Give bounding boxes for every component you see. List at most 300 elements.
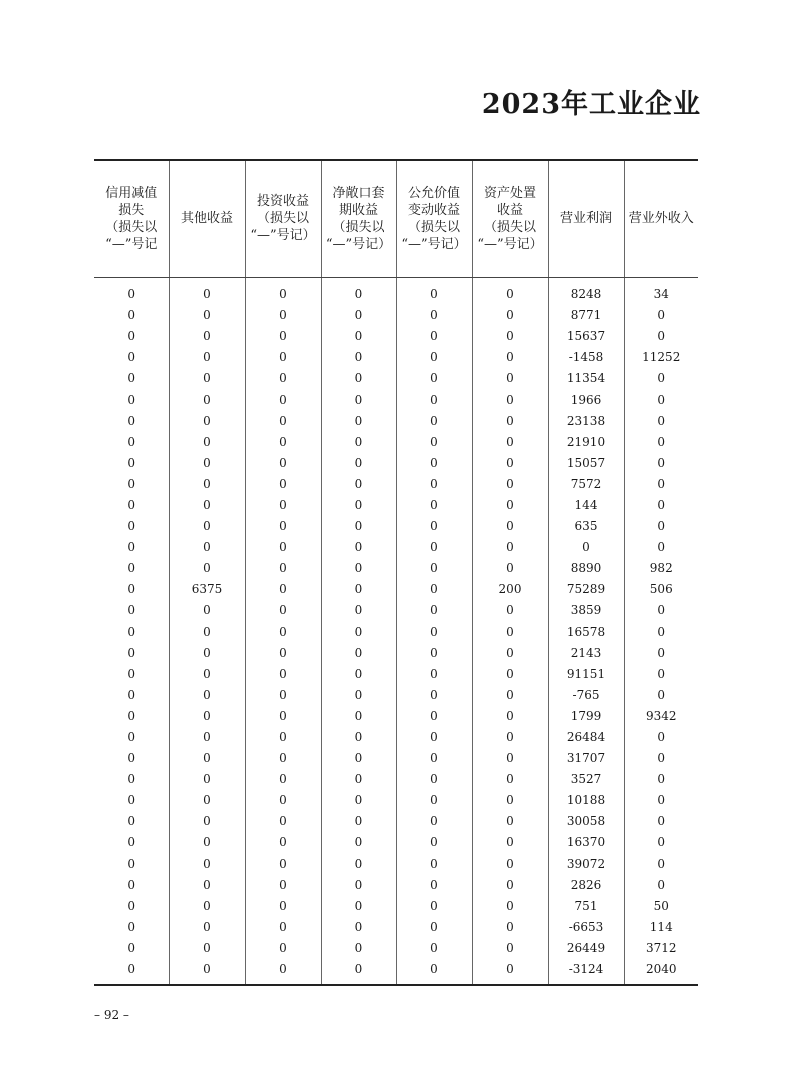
cell-credit-impairment-loss: 0 bbox=[127, 519, 136, 534]
cell-operating-profit: 21910 bbox=[548, 431, 624, 452]
table-row bbox=[94, 305, 698, 326]
cell-operating-profit: 39072 bbox=[548, 853, 624, 874]
cell-non-operating-income: 0 bbox=[624, 642, 698, 663]
cell-other-income: 0 bbox=[169, 431, 245, 452]
column-header-fair-value-change-income: 公允价值 变动收益 （损失以 “—”号记） bbox=[396, 160, 472, 277]
table-row bbox=[94, 389, 698, 410]
cell-other-income: 0 bbox=[169, 621, 245, 642]
cell-investment-income: 0 bbox=[245, 811, 321, 832]
cell-non-operating-income: 0 bbox=[624, 832, 698, 853]
cell-operating-profit: -6653 bbox=[548, 916, 624, 937]
table-row bbox=[94, 452, 698, 473]
cell-operating-profit: 144 bbox=[548, 494, 624, 515]
cell-other-income: 0 bbox=[169, 305, 245, 326]
column-header-credit-impairment-loss: 信用减值 损失 （损失以 “—”号记 bbox=[94, 160, 169, 277]
cell-non-operating-income: 0 bbox=[624, 473, 698, 494]
page-number: – 92 – bbox=[94, 1008, 129, 1022]
cell-investment-income: 0 bbox=[245, 853, 321, 874]
cell-non-operating-income: 0 bbox=[624, 410, 698, 431]
cell-net-exposure-hedging-income: 0 bbox=[321, 726, 396, 747]
cell-investment-income: 0 bbox=[245, 410, 321, 431]
cell-asset-disposal-income: 0 bbox=[472, 494, 548, 515]
cell-non-operating-income: 0 bbox=[624, 684, 698, 705]
cell-non-operating-income: 0 bbox=[624, 494, 698, 515]
cell-other-income: 0 bbox=[169, 516, 245, 537]
cell-non-operating-income: 34 bbox=[624, 277, 698, 305]
cell-operating-profit: 3859 bbox=[548, 600, 624, 621]
cell-operating-profit: 7572 bbox=[548, 473, 624, 494]
cell-operating-profit: 15637 bbox=[548, 326, 624, 347]
cell-fair-value-change-income: 0 bbox=[396, 368, 472, 389]
cell-non-operating-income: 11252 bbox=[624, 347, 698, 368]
table-row bbox=[94, 277, 698, 305]
cell-other-income: 0 bbox=[169, 277, 245, 305]
table-row bbox=[94, 494, 698, 515]
table-row bbox=[94, 326, 698, 347]
column-header-investment-income: 投资收益 （损失以 “—”号记） bbox=[245, 160, 321, 277]
table-row bbox=[94, 431, 698, 452]
cell-investment-income: 0 bbox=[245, 389, 321, 410]
cell-non-operating-income: 0 bbox=[624, 726, 698, 747]
cell-credit-impairment-loss: 0 bbox=[127, 582, 136, 597]
cell-asset-disposal-income: 0 bbox=[472, 452, 548, 473]
cell-net-exposure-hedging-income: 0 bbox=[321, 832, 396, 853]
cell-investment-income: 0 bbox=[245, 473, 321, 494]
cell-net-exposure-hedging-income: 0 bbox=[321, 410, 396, 431]
cell-other-income: 0 bbox=[169, 705, 245, 726]
table-row bbox=[94, 895, 698, 916]
cell-other-income: 0 bbox=[169, 347, 245, 368]
cell-asset-disposal-income: 0 bbox=[472, 277, 548, 305]
cell-credit-impairment-loss: 0 bbox=[127, 751, 136, 766]
cell-other-income: 0 bbox=[169, 769, 245, 790]
cell-other-income: 0 bbox=[169, 494, 245, 515]
cell-fair-value-change-income: 0 bbox=[396, 347, 472, 368]
cell-non-operating-income: 0 bbox=[624, 853, 698, 874]
cell-operating-profit: 0 bbox=[548, 537, 624, 558]
cell-investment-income: 0 bbox=[245, 769, 321, 790]
cell-operating-profit: 91151 bbox=[548, 663, 624, 684]
cell-operating-profit: 23138 bbox=[548, 410, 624, 431]
table-row bbox=[94, 937, 698, 958]
cell-fair-value-change-income: 0 bbox=[396, 811, 472, 832]
cell-non-operating-income: 982 bbox=[624, 558, 698, 579]
cell-net-exposure-hedging-income: 0 bbox=[321, 705, 396, 726]
cell-asset-disposal-income: 0 bbox=[472, 874, 548, 895]
cell-operating-profit: 2826 bbox=[548, 874, 624, 895]
cell-investment-income: 0 bbox=[245, 874, 321, 895]
table-row bbox=[94, 748, 698, 769]
data-table bbox=[94, 159, 698, 986]
cell-asset-disposal-income: 0 bbox=[472, 726, 548, 747]
cell-asset-disposal-income: 0 bbox=[472, 663, 548, 684]
cell-investment-income: 0 bbox=[245, 516, 321, 537]
cell-net-exposure-hedging-income: 0 bbox=[321, 748, 396, 769]
cell-asset-disposal-income: 0 bbox=[472, 684, 548, 705]
cell-other-income: 0 bbox=[169, 473, 245, 494]
cell-asset-disposal-income: 0 bbox=[472, 558, 548, 579]
cell-net-exposure-hedging-income: 0 bbox=[321, 452, 396, 473]
cell-other-income: 0 bbox=[169, 368, 245, 389]
table-row bbox=[94, 579, 698, 600]
cell-credit-impairment-loss: 0 bbox=[127, 793, 136, 808]
cell-non-operating-income: 0 bbox=[624, 790, 698, 811]
cell-net-exposure-hedging-income: 0 bbox=[321, 790, 396, 811]
cell-fair-value-change-income: 0 bbox=[396, 705, 472, 726]
cell-fair-value-change-income: 0 bbox=[396, 579, 472, 600]
cell-investment-income: 0 bbox=[245, 326, 321, 347]
cell-asset-disposal-income: 0 bbox=[472, 368, 548, 389]
cell-net-exposure-hedging-income: 0 bbox=[321, 769, 396, 790]
cell-investment-income: 0 bbox=[245, 305, 321, 326]
cell-investment-income: 0 bbox=[245, 494, 321, 515]
cell-other-income: 0 bbox=[169, 389, 245, 410]
cell-operating-profit: 8890 bbox=[548, 558, 624, 579]
cell-fair-value-change-income: 0 bbox=[396, 452, 472, 473]
cell-non-operating-income: 0 bbox=[624, 748, 698, 769]
cell-other-income: 0 bbox=[169, 600, 245, 621]
cell-investment-income: 0 bbox=[245, 663, 321, 684]
cell-non-operating-income: 0 bbox=[624, 326, 698, 347]
cell-investment-income: 0 bbox=[245, 621, 321, 642]
cell-operating-profit: 1966 bbox=[548, 389, 624, 410]
cell-other-income: 0 bbox=[169, 853, 245, 874]
table-row bbox=[94, 558, 698, 579]
column-header-asset-disposal-income: 资产处置 收益 （损失以 “—”号记） bbox=[472, 160, 548, 277]
cell-non-operating-income: 50 bbox=[624, 895, 698, 916]
cell-fair-value-change-income: 0 bbox=[396, 326, 472, 347]
cell-asset-disposal-income: 200 bbox=[472, 579, 548, 600]
cell-non-operating-income: 2040 bbox=[624, 959, 698, 985]
cell-other-income: 0 bbox=[169, 832, 245, 853]
cell-asset-disposal-income: 0 bbox=[472, 326, 548, 347]
cell-non-operating-income: 0 bbox=[624, 368, 698, 389]
cell-net-exposure-hedging-income: 0 bbox=[321, 600, 396, 621]
cell-credit-impairment-loss: 0 bbox=[127, 371, 136, 386]
cell-credit-impairment-loss: 0 bbox=[94, 959, 169, 985]
cell-net-exposure-hedging-income: 0 bbox=[321, 874, 396, 895]
cell-credit-impairment-loss: 0 bbox=[127, 540, 136, 555]
cell-other-income: 0 bbox=[169, 537, 245, 558]
cell-net-exposure-hedging-income: 0 bbox=[321, 347, 396, 368]
cell-fair-value-change-income: 0 bbox=[396, 769, 472, 790]
cell-non-operating-income: 9342 bbox=[624, 705, 698, 726]
cell-asset-disposal-income: 0 bbox=[472, 959, 548, 985]
cell-operating-profit: -3124 bbox=[548, 959, 624, 985]
cell-investment-income: 0 bbox=[245, 347, 321, 368]
cell-net-exposure-hedging-income: 0 bbox=[321, 368, 396, 389]
cell-investment-income: 0 bbox=[245, 579, 321, 600]
cell-fair-value-change-income: 0 bbox=[396, 853, 472, 874]
cell-operating-profit: 16578 bbox=[548, 621, 624, 642]
cell-other-income: 0 bbox=[169, 326, 245, 347]
cell-credit-impairment-loss: 0 bbox=[127, 287, 136, 302]
cell-other-income: 0 bbox=[169, 959, 245, 985]
cell-non-operating-income: 0 bbox=[624, 537, 698, 558]
cell-fair-value-change-income: 0 bbox=[396, 937, 472, 958]
cell-fair-value-change-income: 0 bbox=[396, 684, 472, 705]
cell-investment-income: 0 bbox=[245, 790, 321, 811]
cell-other-income: 0 bbox=[169, 452, 245, 473]
cell-asset-disposal-income: 0 bbox=[472, 705, 548, 726]
cell-credit-impairment-loss: 0 bbox=[127, 455, 136, 470]
cell-other-income: 0 bbox=[169, 937, 245, 958]
cell-operating-profit: 2143 bbox=[548, 642, 624, 663]
table-row bbox=[94, 537, 698, 558]
cell-credit-impairment-loss: 0 bbox=[127, 413, 136, 428]
cell-credit-impairment-loss: 0 bbox=[127, 329, 136, 344]
cell-net-exposure-hedging-income: 0 bbox=[321, 473, 396, 494]
cell-other-income: 0 bbox=[169, 874, 245, 895]
table-row bbox=[94, 347, 698, 368]
cell-fair-value-change-income: 0 bbox=[396, 431, 472, 452]
cell-operating-profit: 75289 bbox=[548, 579, 624, 600]
cell-credit-impairment-loss: 0 bbox=[127, 856, 136, 871]
cell-credit-impairment-loss: 0 bbox=[127, 392, 136, 407]
cell-net-exposure-hedging-income: 0 bbox=[321, 937, 396, 958]
page-title: 2023年工业企业 bbox=[481, 89, 701, 120]
cell-non-operating-income: 3712 bbox=[624, 937, 698, 958]
cell-non-operating-income: 0 bbox=[624, 621, 698, 642]
cell-net-exposure-hedging-income: 0 bbox=[321, 431, 396, 452]
cell-other-income: 0 bbox=[169, 895, 245, 916]
cell-asset-disposal-income: 0 bbox=[472, 748, 548, 769]
cell-other-income: 0 bbox=[169, 410, 245, 431]
cell-operating-profit: 8248 bbox=[548, 277, 624, 305]
cell-other-income: 0 bbox=[169, 811, 245, 832]
cell-other-income: 0 bbox=[169, 726, 245, 747]
cell-fair-value-change-income: 0 bbox=[396, 305, 472, 326]
cell-credit-impairment-loss: 0 bbox=[127, 434, 136, 449]
cell-investment-income: 0 bbox=[245, 726, 321, 747]
cell-investment-income: 0 bbox=[245, 642, 321, 663]
cell-investment-income: 0 bbox=[245, 368, 321, 389]
cell-other-income: 0 bbox=[169, 684, 245, 705]
cell-fair-value-change-income: 0 bbox=[396, 516, 472, 537]
cell-asset-disposal-income: 0 bbox=[472, 895, 548, 916]
table-row bbox=[94, 769, 698, 790]
cell-net-exposure-hedging-income: 0 bbox=[321, 621, 396, 642]
table-row bbox=[94, 473, 698, 494]
cell-fair-value-change-income: 0 bbox=[396, 959, 472, 985]
cell-investment-income: 0 bbox=[245, 558, 321, 579]
table-row bbox=[94, 916, 698, 937]
cell-asset-disposal-income: 0 bbox=[472, 389, 548, 410]
cell-investment-income: 0 bbox=[245, 452, 321, 473]
cell-non-operating-income: 0 bbox=[624, 874, 698, 895]
cell-credit-impairment-loss: 0 bbox=[127, 772, 136, 787]
cell-investment-income: 0 bbox=[245, 684, 321, 705]
cell-operating-profit: -765 bbox=[548, 684, 624, 705]
table-row bbox=[94, 410, 698, 431]
cell-credit-impairment-loss: 0 bbox=[127, 350, 136, 365]
cell-fair-value-change-income: 0 bbox=[396, 410, 472, 431]
cell-operating-profit: -1458 bbox=[548, 347, 624, 368]
cell-fair-value-change-income: 0 bbox=[396, 621, 472, 642]
table-row bbox=[94, 663, 698, 684]
cell-credit-impairment-loss: 0 bbox=[127, 603, 136, 618]
cell-credit-impairment-loss: 0 bbox=[127, 730, 136, 745]
cell-asset-disposal-income: 0 bbox=[472, 347, 548, 368]
cell-investment-income: 0 bbox=[245, 916, 321, 937]
cell-asset-disposal-income: 0 bbox=[472, 621, 548, 642]
cell-asset-disposal-income: 0 bbox=[472, 811, 548, 832]
cell-asset-disposal-income: 0 bbox=[472, 916, 548, 937]
cell-credit-impairment-loss: 0 bbox=[127, 835, 136, 850]
cell-non-operating-income: 0 bbox=[624, 600, 698, 621]
table-row bbox=[94, 874, 698, 895]
cell-asset-disposal-income: 0 bbox=[472, 937, 548, 958]
cell-asset-disposal-income: 0 bbox=[472, 516, 548, 537]
cell-asset-disposal-income: 0 bbox=[472, 832, 548, 853]
cell-credit-impairment-loss: 0 bbox=[127, 476, 136, 491]
cell-operating-profit: 26449 bbox=[548, 937, 624, 958]
cell-credit-impairment-loss: 0 bbox=[127, 687, 136, 702]
cell-credit-impairment-loss: 0 bbox=[127, 666, 136, 681]
cell-credit-impairment-loss: 0 bbox=[127, 497, 136, 512]
cell-non-operating-income: 0 bbox=[624, 389, 698, 410]
cell-credit-impairment-loss: 0 bbox=[127, 814, 136, 829]
table-row bbox=[94, 705, 698, 726]
cell-non-operating-income: 0 bbox=[624, 663, 698, 684]
cell-operating-profit: 11354 bbox=[548, 368, 624, 389]
cell-non-operating-income: 506 bbox=[624, 579, 698, 600]
cell-fair-value-change-income: 0 bbox=[396, 494, 472, 515]
column-header-other-income: 其他收益 bbox=[169, 160, 245, 277]
cell-operating-profit: 8771 bbox=[548, 305, 624, 326]
cell-fair-value-change-income: 0 bbox=[396, 726, 472, 747]
column-header-operating-profit: 营业利润 bbox=[548, 160, 624, 277]
cell-net-exposure-hedging-income: 0 bbox=[321, 558, 396, 579]
cell-asset-disposal-income: 0 bbox=[472, 473, 548, 494]
cell-non-operating-income: 114 bbox=[624, 916, 698, 937]
cell-investment-income: 0 bbox=[245, 537, 321, 558]
cell-investment-income: 0 bbox=[245, 748, 321, 769]
table-row bbox=[94, 959, 698, 985]
cell-fair-value-change-income: 0 bbox=[396, 537, 472, 558]
cell-investment-income: 0 bbox=[245, 705, 321, 726]
cell-other-income: 0 bbox=[169, 748, 245, 769]
cell-asset-disposal-income: 0 bbox=[472, 769, 548, 790]
cell-asset-disposal-income: 0 bbox=[472, 431, 548, 452]
cell-fair-value-change-income: 0 bbox=[396, 895, 472, 916]
cell-fair-value-change-income: 0 bbox=[396, 277, 472, 305]
cell-non-operating-income: 0 bbox=[624, 516, 698, 537]
cell-operating-profit: 26484 bbox=[548, 726, 624, 747]
cell-non-operating-income: 0 bbox=[624, 811, 698, 832]
cell-credit-impairment-loss: 0 bbox=[127, 708, 136, 723]
cell-asset-disposal-income: 0 bbox=[472, 600, 548, 621]
cell-fair-value-change-income: 0 bbox=[396, 663, 472, 684]
header-row bbox=[94, 160, 698, 277]
table-row bbox=[94, 811, 698, 832]
cell-net-exposure-hedging-income: 0 bbox=[321, 516, 396, 537]
cell-fair-value-change-income: 0 bbox=[396, 558, 472, 579]
cell-non-operating-income: 0 bbox=[624, 452, 698, 473]
cell-non-operating-income: 0 bbox=[624, 431, 698, 452]
cell-operating-profit: 1799 bbox=[548, 705, 624, 726]
cell-net-exposure-hedging-income: 0 bbox=[321, 305, 396, 326]
cell-non-operating-income: 0 bbox=[624, 769, 698, 790]
cell-net-exposure-hedging-income: 0 bbox=[321, 579, 396, 600]
cell-investment-income: 0 bbox=[245, 895, 321, 916]
cell-net-exposure-hedging-income: 0 bbox=[321, 853, 396, 874]
table-row bbox=[94, 642, 698, 663]
cell-credit-impairment-loss: 0 bbox=[127, 919, 136, 934]
cell-fair-value-change-income: 0 bbox=[396, 389, 472, 410]
cell-other-income: 6375 bbox=[169, 579, 245, 600]
cell-net-exposure-hedging-income: 0 bbox=[321, 494, 396, 515]
cell-investment-income: 0 bbox=[245, 937, 321, 958]
cell-asset-disposal-income: 0 bbox=[472, 790, 548, 811]
cell-asset-disposal-income: 0 bbox=[472, 410, 548, 431]
cell-investment-income: 0 bbox=[245, 431, 321, 452]
cell-fair-value-change-income: 0 bbox=[396, 874, 472, 895]
cell-net-exposure-hedging-income: 0 bbox=[321, 916, 396, 937]
cell-credit-impairment-loss: 0 bbox=[127, 877, 136, 892]
cell-operating-profit: 3527 bbox=[548, 769, 624, 790]
cell-credit-impairment-loss: 0 bbox=[127, 561, 136, 576]
cell-asset-disposal-income: 0 bbox=[472, 642, 548, 663]
table-row bbox=[94, 726, 698, 747]
cell-net-exposure-hedging-income: 0 bbox=[321, 277, 396, 305]
cell-credit-impairment-loss: 0 bbox=[127, 308, 136, 323]
cell-asset-disposal-income: 0 bbox=[472, 305, 548, 326]
cell-net-exposure-hedging-income: 0 bbox=[321, 642, 396, 663]
cell-fair-value-change-income: 0 bbox=[396, 642, 472, 663]
cell-operating-profit: 751 bbox=[548, 895, 624, 916]
table-row bbox=[94, 516, 698, 537]
cell-fair-value-change-income: 0 bbox=[396, 748, 472, 769]
cell-net-exposure-hedging-income: 0 bbox=[321, 389, 396, 410]
cell-fair-value-change-income: 0 bbox=[396, 473, 472, 494]
cell-net-exposure-hedging-income: 0 bbox=[321, 959, 396, 985]
cell-credit-impairment-loss: 0 bbox=[127, 940, 136, 955]
cell-net-exposure-hedging-income: 0 bbox=[321, 663, 396, 684]
cell-other-income: 0 bbox=[169, 916, 245, 937]
cell-credit-impairment-loss: 0 bbox=[127, 624, 136, 639]
cell-operating-profit: 10188 bbox=[548, 790, 624, 811]
table-row bbox=[94, 621, 698, 642]
cell-other-income: 0 bbox=[169, 790, 245, 811]
cell-fair-value-change-income: 0 bbox=[396, 790, 472, 811]
cell-fair-value-change-income: 0 bbox=[396, 600, 472, 621]
table-row bbox=[94, 790, 698, 811]
cell-credit-impairment-loss: 0 bbox=[127, 898, 136, 913]
cell-investment-income: 0 bbox=[245, 832, 321, 853]
cell-net-exposure-hedging-income: 0 bbox=[321, 326, 396, 347]
cell-fair-value-change-income: 0 bbox=[396, 916, 472, 937]
cell-investment-income: 0 bbox=[245, 959, 321, 985]
table-row bbox=[94, 853, 698, 874]
cell-operating-profit: 15057 bbox=[548, 452, 624, 473]
table-row bbox=[94, 368, 698, 389]
cell-other-income: 0 bbox=[169, 663, 245, 684]
cell-net-exposure-hedging-income: 0 bbox=[321, 895, 396, 916]
cell-fair-value-change-income: 0 bbox=[396, 832, 472, 853]
cell-asset-disposal-income: 0 bbox=[472, 853, 548, 874]
cell-other-income: 0 bbox=[169, 558, 245, 579]
cell-operating-profit: 30058 bbox=[548, 811, 624, 832]
cell-net-exposure-hedging-income: 0 bbox=[321, 537, 396, 558]
cell-net-exposure-hedging-income: 0 bbox=[321, 684, 396, 705]
cell-other-income: 0 bbox=[169, 642, 245, 663]
table-row bbox=[94, 832, 698, 853]
table-row bbox=[94, 684, 698, 705]
cell-investment-income: 0 bbox=[245, 600, 321, 621]
column-header-net-exposure-hedging-income: 净敞口套 期收益 （损失以 “—”号记） bbox=[321, 160, 396, 277]
cell-operating-profit: 16370 bbox=[548, 832, 624, 853]
